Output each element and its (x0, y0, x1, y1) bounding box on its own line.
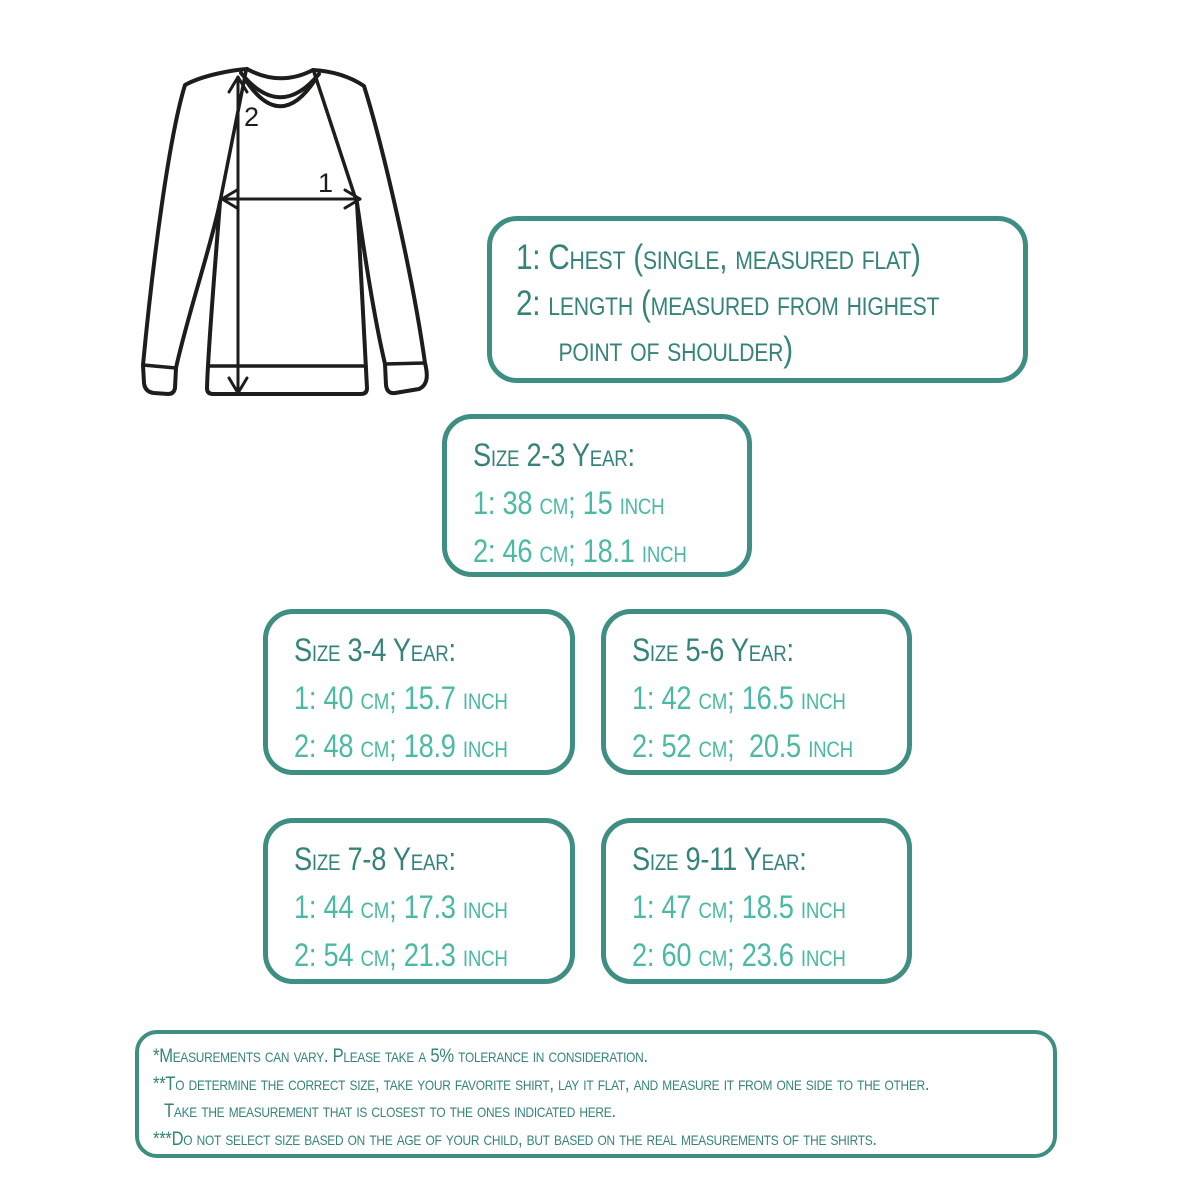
chest-measurement: 1: 47 cm; 18.5 inch (632, 889, 846, 925)
legend-length-line-continued: point of shoulder) (558, 330, 793, 369)
sweater-diagram (125, 45, 485, 425)
size-title: Size 2-3 Year: (473, 437, 635, 473)
length-measurement: 2: 48 cm; 18.9 inch (294, 728, 508, 764)
chest-measurement: 1: 40 cm; 15.7 inch (294, 680, 508, 716)
size-box-2-3-year (442, 414, 752, 577)
chest-measurement: 1: 42 cm; 16.5 inch (632, 680, 846, 716)
size-box-7-8-year (263, 818, 575, 984)
note-how-to-measure-continued: Take the measurement that is closest to the ones indicated here. (164, 1100, 616, 1122)
size-title: Size 5-6 Year: (632, 632, 794, 668)
note-tolerance: *Measurements can vary. Please take a 5% tolerance in consideration. (153, 1045, 648, 1067)
length-measurement: 2: 52 cm; 20.5 inch (632, 728, 853, 764)
length-measurement: 2: 54 cm; 21.3 inch (294, 937, 508, 973)
sweater-right-cuff-line (385, 363, 425, 364)
size-box-3-4-year (263, 609, 575, 775)
size-title: Size 7-8 Year: (294, 841, 456, 877)
size-title: Size 9-11 Year: (632, 841, 807, 877)
length-arrow-label: 2 (244, 102, 260, 132)
size-box-5-6-year (601, 609, 912, 775)
sweater-collar (247, 69, 313, 78)
notes-box (135, 1030, 1057, 1158)
note-how-to-measure: **To determine the correct size, take your favorite shirt, lay it flat, and measure it from one side to the other. (153, 1072, 930, 1095)
chest-measurement: 1: 44 cm; 17.3 inch (294, 889, 508, 925)
chest-arrow (222, 190, 360, 208)
sweater-left-cuff-line (143, 365, 176, 368)
length-measurement: 2: 46 cm; 18.1 inch (473, 533, 687, 569)
length-measurement: 2: 60 cm; 23.6 inch (632, 937, 846, 973)
size-box-9-11-year (601, 818, 912, 984)
legend-chest-line: 1: Chest (single, measured flat) (516, 238, 921, 277)
legend-length-line: 2: length (measured from highest (516, 284, 940, 323)
chest-measurement: 1: 38 cm; 15 inch (473, 485, 665, 521)
sweater-left-raglan-seam (220, 71, 246, 202)
measurement-legend-box (487, 216, 1028, 383)
chest-arrow-label: 1 (318, 168, 334, 198)
sweater-left-sleeve (143, 69, 247, 394)
size-title: Size 3-4 Year: (294, 632, 456, 668)
note-age-warning: ***Do not select size based on the age of your child, but based on the real measurements of the shirts. (153, 1127, 877, 1150)
